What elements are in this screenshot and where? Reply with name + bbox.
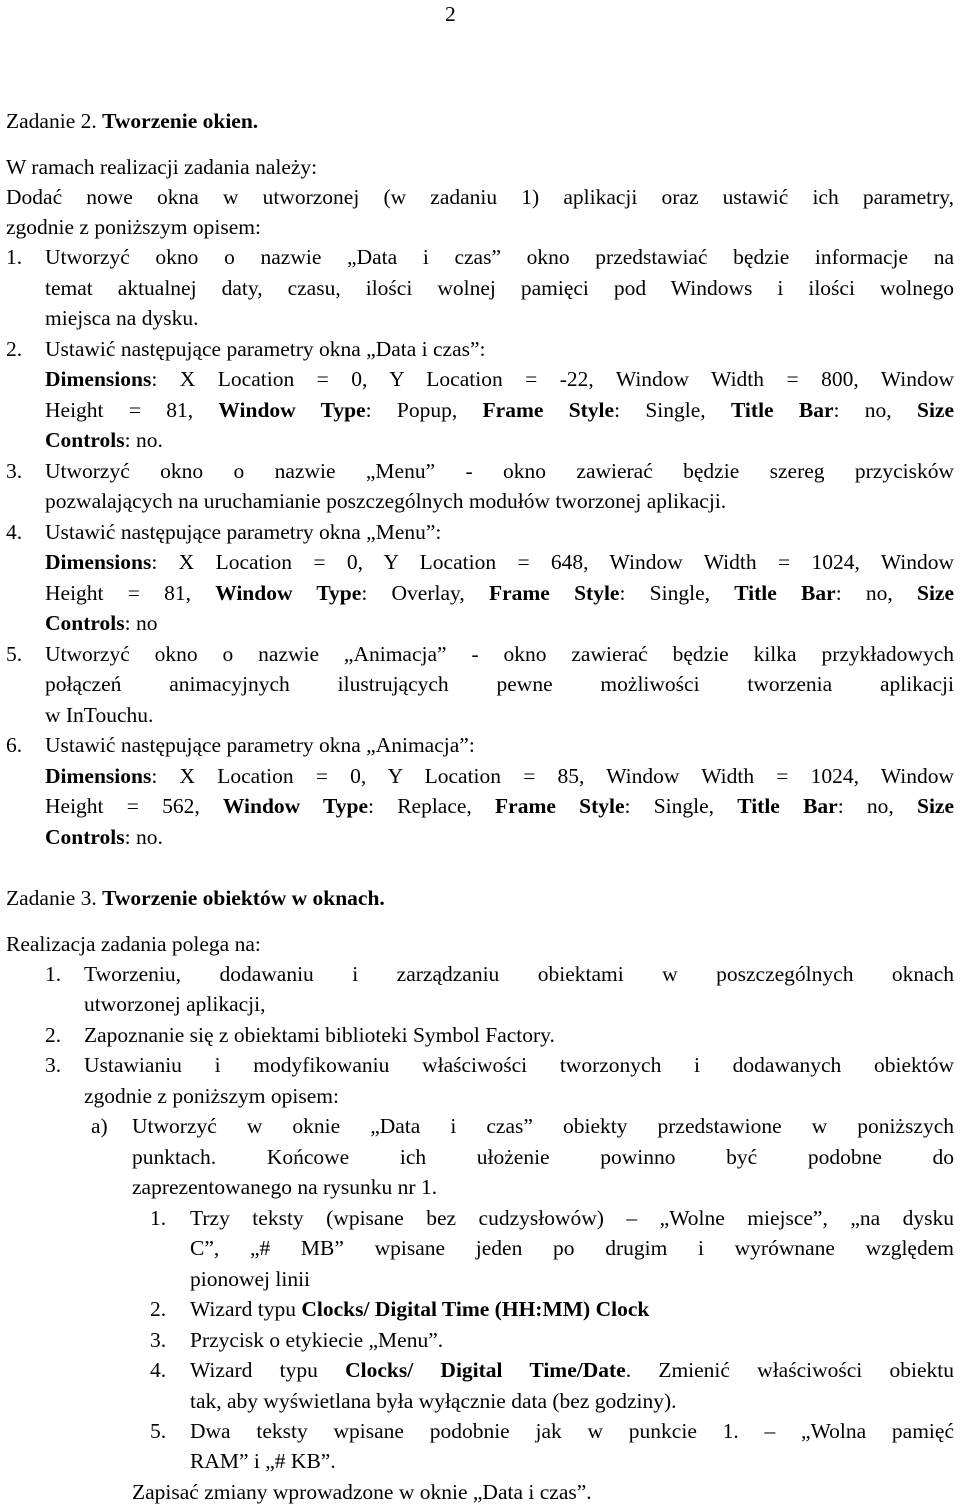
title-bar-label: Title Bar xyxy=(730,398,834,422)
title-bar-value: : no, xyxy=(835,581,917,605)
window-type-label: Window Type xyxy=(218,398,366,422)
task2-item4-line1: Ustawić następujące parametry okna „Menu”: xyxy=(45,520,442,544)
dimensions-text: : X Location = 0, Y Location = 648, Window Width = 1024, Window xyxy=(151,550,954,574)
task2-item4-controls xyxy=(45,608,158,639)
dimensions-label: Dimensions xyxy=(45,550,152,574)
controls-value: : no. xyxy=(124,428,163,452)
frame-style-value: : Single, xyxy=(624,794,738,818)
task2-item6-dimensions xyxy=(45,761,954,792)
sub-item4-line2: tak, aby wyświetlana była wyłącznie data (bez godziny). xyxy=(190,1389,677,1413)
task2-item5-line2: połączeń animacyjnych ilustrujących pewne możliwości tworzenia aplikacji xyxy=(45,672,954,696)
task3-heading xyxy=(6,883,385,914)
task2-item5-line3: w InTouchu. xyxy=(45,703,154,727)
size-label: Size xyxy=(916,398,955,422)
controls-value: : no xyxy=(124,611,158,635)
sub-item1-line2: C”, „# MB” wpisane jeden po drugim i wyrównane względem xyxy=(190,1236,954,1260)
task2-item6-params xyxy=(45,791,954,822)
frame-style-value: : Single, xyxy=(614,398,731,422)
title-bar-value: : no, xyxy=(833,398,917,422)
controls-value: : no. xyxy=(124,825,163,849)
height-text: Height = 562, xyxy=(45,794,223,818)
task3-item3-line1: Ustawianiu i modyfikowaniu właściwości tworzonych i dodawanych obiektów xyxy=(84,1053,954,1077)
task3-item2-number: 2. xyxy=(45,1023,62,1047)
task3-heading-prefix: Zadanie 3. xyxy=(6,886,97,910)
task3-sub-a-line1: Utworzyć w oknie „Data i czas” obiekty przedstawione w poniższych xyxy=(132,1114,954,1138)
title-bar-label: Title Bar xyxy=(734,581,836,605)
task2-item4-number: 4. xyxy=(6,520,23,544)
height-text: Height = 81, xyxy=(45,398,219,422)
title-bar-label: Title Bar xyxy=(737,794,838,818)
size-label: Size xyxy=(916,581,955,605)
task2-item6-line1: Ustawić następujące parametry okna „Animacja”: xyxy=(45,733,475,757)
task2-item1-line1: Utworzyć okno o nazwie „Data i czas” okno przedstawiać będzie informacje na xyxy=(45,245,954,269)
sub-item1-line3: pionowej linii xyxy=(190,1267,311,1291)
sub-item4-prefix: Wizard typu xyxy=(190,1358,346,1382)
task2-intro-line2: Dodać nowe okna w utworzonej (w zadaniu 1) aplikacji oraz ustawić ich parametry, xyxy=(6,185,954,209)
task3-item2-line1: Zapoznanie się z obiektami biblioteki Symbol Factory. xyxy=(84,1023,555,1047)
task2-item2-line1: Ustawić następujące parametry okna „Data i czas”: xyxy=(45,337,486,361)
task2-item3-number: 3. xyxy=(6,459,23,483)
sub-item1-line1: Trzy teksty (wpisane bez cudzysłowów) – „Wolne miejsce”, „na dysku xyxy=(190,1206,954,1230)
task2-item2-dimensions xyxy=(45,364,954,395)
task3-item1-line1: Tworzeniu, dodawaniu i zarządzaniu obiektami w poszczególnych oknach xyxy=(84,962,954,986)
window-type-value: : Replace, xyxy=(368,794,496,818)
task2-item6-controls xyxy=(45,822,163,853)
window-type-value: : Overlay, xyxy=(361,581,489,605)
task2-item4-dimensions xyxy=(45,547,954,578)
task3-item3-number: 3. xyxy=(45,1053,62,1077)
dimensions-label: Dimensions xyxy=(45,367,152,391)
task2-heading-title: Tworzenie okien. xyxy=(102,109,259,133)
dimensions-label: Dimensions xyxy=(45,764,152,788)
controls-label: Controls xyxy=(45,428,125,452)
sub-item2-number: 2. xyxy=(150,1297,167,1321)
task2-item4-params xyxy=(45,578,954,609)
task3-intro: Realizacja zadania polega na: xyxy=(6,932,261,956)
sub-item5-line2: RAM” i „# KB”. xyxy=(190,1449,336,1473)
height-text: Height = 81, xyxy=(45,581,216,605)
window-type-label: Window Type xyxy=(222,794,369,818)
frame-style-label: Frame Style xyxy=(482,398,615,422)
task2-intro-line1: W ramach realizacji zadania należy: xyxy=(6,155,318,179)
frame-style-label: Frame Style xyxy=(495,794,625,818)
task2-heading-prefix: Zadanie 2. xyxy=(6,109,97,133)
sub-item3-number: 3. xyxy=(150,1328,167,1352)
task3-sub-a-line2: punktach. Końcowe ich ułożenie powinno być podobne do xyxy=(132,1145,954,1169)
sub-item5-line1: Dwa teksty wpisane podobnie jak w punkcie 1. – „Wolna pamięć xyxy=(190,1419,954,1443)
frame-style-value: : Single, xyxy=(619,581,735,605)
window-type-value: : Popup, xyxy=(365,398,483,422)
task3-item1-line2: utworzonej aplikacji, xyxy=(84,992,266,1016)
sub-item2-line xyxy=(190,1294,649,1325)
controls-label: Controls xyxy=(45,611,125,635)
controls-label: Controls xyxy=(45,825,125,849)
task2-item2-controls xyxy=(45,425,163,456)
page-number: 2 xyxy=(445,2,456,26)
task2-item1-line3: miejsca na dysku. xyxy=(45,306,199,330)
task3-sub-a-label: a) xyxy=(91,1114,108,1138)
sub-item2-prefix: Wizard typu xyxy=(190,1297,302,1321)
task2-item5-number: 5. xyxy=(6,642,23,666)
task2-item5-line1: Utworzyć okno o nazwie „Animacja” - okno zawierać będzie kilka przykładowych xyxy=(45,642,954,666)
task3-closing: Zapisać zmiany wprowadzone w oknie „Data i czas”. xyxy=(132,1480,592,1504)
task3-item3-line2: zgodnie z poniższym opisem: xyxy=(84,1084,339,1108)
task3-sub-a-line3: zaprezentowanego na rysunku nr 1. xyxy=(132,1175,438,1199)
window-type-label: Window Type xyxy=(215,581,362,605)
sub-item4-bold: Clocks/ Digital Time/Date xyxy=(345,1358,626,1382)
task2-item3-line2: pozwalających na uruchamianie poszczególnych modułów tworzonej aplikacji. xyxy=(45,489,727,513)
task2-item1-line2: temat aktualnej daty, czasu, ilości wolnej pamięci pod Windows i ilości wolnego xyxy=(45,276,954,300)
task2-item2-number: 2. xyxy=(6,337,23,361)
frame-style-label: Frame Style xyxy=(488,581,620,605)
task2-item6-number: 6. xyxy=(6,733,23,757)
task3-item1-number: 1. xyxy=(45,962,62,986)
task2-intro-line3: zgodnie z poniższym opisem: xyxy=(6,215,261,239)
size-label: Size xyxy=(916,794,955,818)
sub-item4-line1 xyxy=(190,1355,954,1386)
title-bar-value: : no, xyxy=(837,794,917,818)
task2-item1-number: 1. xyxy=(6,245,23,269)
sub-item4-suffix: . Zmienić właściwości obiektu xyxy=(625,1358,954,1382)
sub-item5-number: 5. xyxy=(150,1419,167,1443)
sub-item1-number: 1. xyxy=(150,1206,167,1230)
sub-item3-line: Przycisk o etykiecie „Menu”. xyxy=(190,1328,444,1352)
task2-item3-line1: Utworzyć okno o nazwie „Menu” - okno zawierać będzie szereg przycisków xyxy=(45,459,954,483)
task3-heading-title: Tworzenie obiektów w oknach. xyxy=(102,886,385,910)
task2-item2-params xyxy=(45,395,954,426)
dimensions-text: : X Location = 0, Y Location = -22, Window Width = 800, Window xyxy=(151,367,954,391)
sub-item4-number: 4. xyxy=(150,1358,167,1382)
sub-item2-bold: Clocks/ Digital Time (HH:MM) Clock xyxy=(301,1297,650,1321)
task2-heading xyxy=(6,106,258,137)
dimensions-text: : X Location = 0, Y Location = 85, Window Width = 1024, Window xyxy=(151,764,954,788)
